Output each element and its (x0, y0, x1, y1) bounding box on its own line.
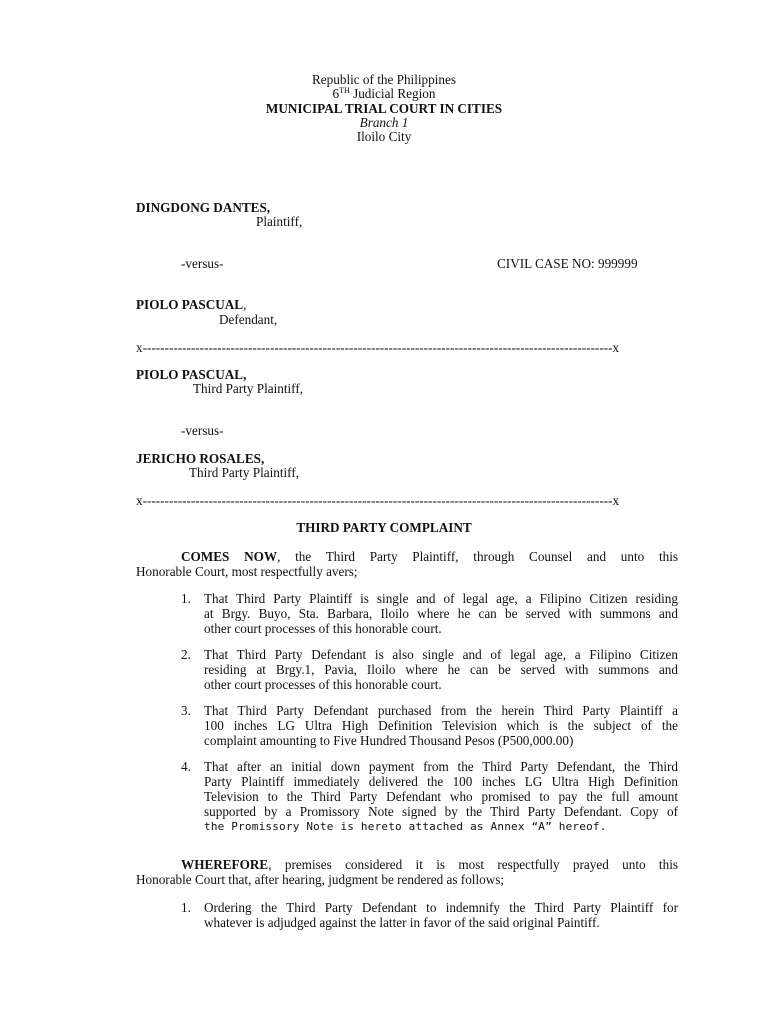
prayer-line: whatever is adjudged against the latter in favor of the said original Paintiff. (204, 915, 600, 930)
allegation-line: That Third Party Defendant is also single and of legal age, a Filipino Citizen (204, 647, 678, 662)
allegation-item (204, 703, 678, 748)
prayer-line: Ordering the Third Party Defendant to indemnify the Third Party Plaintiff for (204, 900, 678, 915)
allegation-line: other court processes of this honorable court. (204, 677, 442, 692)
header-country: Republic of the Philippines (312, 72, 456, 87)
intro-line-1 (181, 549, 678, 564)
allegation-item (204, 591, 678, 636)
allegation-line: That after an initial down payment from the Third Party Defendant, the Third (204, 759, 678, 774)
wherefore-line-1-text: , premises considered it is most respectfully prayed unto this (268, 857, 678, 872)
allegation-line: Television to the Third Party Defendant who promised to pay the full amount (204, 789, 678, 804)
versus-label-2: -versus- (181, 423, 224, 438)
allegation-item (204, 647, 678, 692)
region-number: 6 (332, 86, 340, 101)
header-branch: Branch 1 (359, 115, 409, 130)
defendant-role: Defendant, (219, 312, 278, 327)
allegation-line: other court processes of this honorable court. (204, 621, 442, 636)
defendant-name-text: PIOLO PASCUAL (136, 297, 244, 312)
allegation-number: 1. (181, 591, 191, 606)
case-number: CIVIL CASE NO: 999999 (497, 256, 638, 271)
defendant-name (136, 297, 246, 312)
plaintiff-role: Plaintiff, (256, 214, 303, 229)
region-superscript: TH (339, 86, 350, 95)
prayer-number: 1. (181, 900, 191, 915)
versus-label: -versus- (181, 256, 224, 271)
intro-line-2: Honorable Court, most respectfully avers; (136, 564, 358, 579)
region-text: Judicial Region (349, 86, 436, 101)
allegation-line: That Third Party Plaintiff is single and of legal age, a Filipino Citizen residing (204, 591, 678, 606)
plaintiff-name: DINGDONG DANTES, (136, 200, 271, 215)
allegation-number: 4. (181, 759, 191, 774)
third-party-defendant-role: Third Party Plaintiff, (189, 465, 300, 480)
header-region (0, 86, 768, 101)
allegation-item (204, 759, 678, 834)
intro-line-1-text: , the Third Party Plaintiff, through Counsel and unto this (277, 549, 679, 564)
defendant-name-comma: , (243, 297, 247, 312)
prayer-item (204, 900, 678, 930)
allegation-line: 100 inches LG Ultra High Definition Television which is the subject of the (204, 718, 678, 733)
allegation-line: residing at Brgy.1, Pavia, Iloilo where he can be served with summons and (204, 662, 678, 677)
allegation-line: complaint amounting to Five Hundred Thousand Pesos (P500,000.00) (204, 733, 574, 748)
header-court: MUNICIPAL TRIAL COURT IN CITIES (265, 101, 503, 116)
third-party-plaintiff-name: PIOLO PASCUAL, (136, 367, 247, 382)
header-city: Iloilo City (356, 129, 412, 144)
wherefore-line-2: Honorable Court that, after hearing, judgment be rendered as follows; (136, 872, 505, 887)
caption-separator: x-----------------------------------------------------------------------------------------------------------x (136, 340, 620, 355)
caption-separator-2: x-----------------------------------------------------------------------------------------------------------x (136, 493, 620, 508)
allegation-line: Party Plaintiff immediately delivered the 100 inches LG Ultra High Definition (204, 774, 678, 789)
allegation-line: at Brgy. Buyo, Sta. Barbara, Iloilo where he can be served with summons and (204, 606, 678, 621)
allegation-line: the Promissory Note is hereto attached as Annex “A” hereof. (204, 820, 607, 833)
allegation-line: That Third Party Defendant purchased from the herein Third Party Plaintiff a (204, 703, 678, 718)
document-title: THIRD PARTY COMPLAINT (296, 520, 472, 535)
third-party-plaintiff-role: Third Party Plaintiff, (193, 381, 304, 396)
wherefore-lead: WHEREFORE (181, 857, 269, 872)
allegation-number: 2. (181, 647, 191, 662)
intro-lead: COMES NOW (181, 549, 278, 564)
allegation-line: supported by a Promissory Note signed by the Third Party Defendant. Copy of (204, 804, 678, 819)
allegation-number: 3. (181, 703, 191, 718)
third-party-defendant-name: JERICHO ROSALES, (136, 451, 265, 466)
wherefore-line-1 (181, 857, 678, 872)
